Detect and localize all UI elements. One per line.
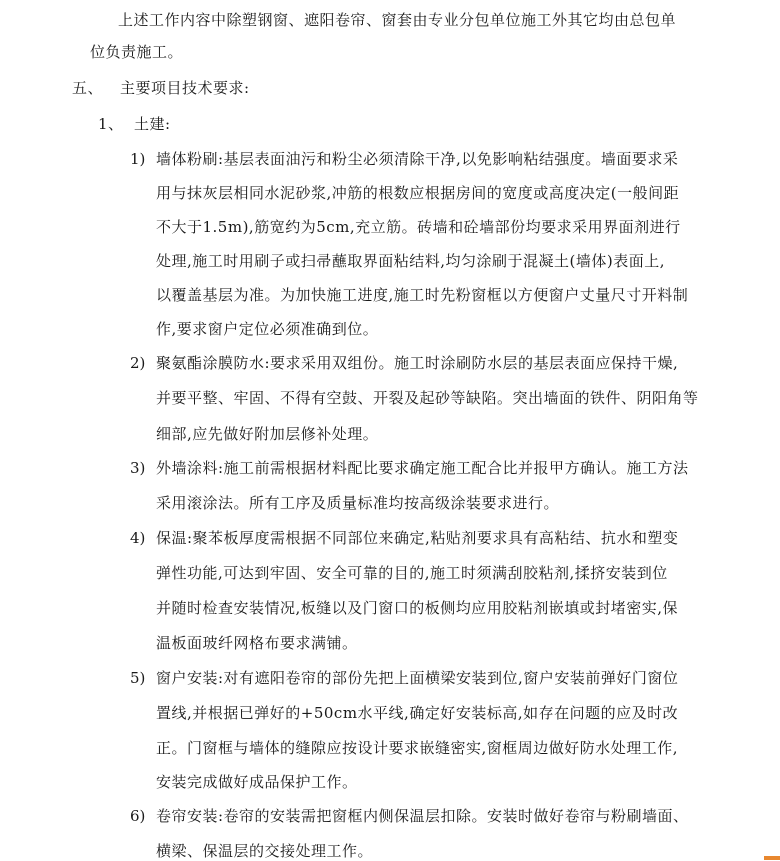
item-number: 1) bbox=[130, 150, 146, 168]
item-line: 横梁、保温层的交接处理工作。 bbox=[156, 842, 374, 860]
item-number: 5) bbox=[130, 669, 146, 687]
item-line: 外墙涂料:施工前需根据材料配比要求确定施工配合比并报甲方确认。施工方法 bbox=[156, 459, 689, 477]
subsection-number: 1、 bbox=[98, 115, 124, 133]
item-line: 处理,施工时用刷子或扫帚蘸取界面粘结料,均匀涂刷于混凝土(墙体)表面上, bbox=[156, 252, 666, 270]
item-line: 以覆盖基层为准。为加快施工进度,施工时先粉窗框以方便窗户丈量尺寸开料制 bbox=[156, 286, 689, 304]
item-line: 采用滚涂法。所有工序及质量标准均按高级涂装要求进行。 bbox=[156, 494, 560, 512]
item-line: 温板面玻纤网格布要求满铺。 bbox=[156, 634, 358, 652]
section-number: 五、 bbox=[72, 79, 104, 97]
item-line: 保温:聚苯板厚度需根据不同部位来确定,粘贴剂要求具有高粘结、抗水和塑变 bbox=[156, 529, 679, 547]
item-number: 2) bbox=[130, 354, 146, 372]
item-line: 聚氨酯涂膜防水:要求采用双组份。施工时涂刷防水层的基层表面应保持干燥, bbox=[156, 354, 679, 372]
subsection-title: 土建: bbox=[134, 115, 171, 133]
item-line: 用与抹灰层相同水泥砂浆,冲筋的根数应根据房间的宽度或高度决定(一般间距 bbox=[156, 184, 680, 202]
item-number: 4) bbox=[130, 529, 146, 547]
item-line: 墙体粉刷:基层表面油污和粉尘必须清除干净,以免影响粘结强度。墙面要求采 bbox=[156, 150, 679, 168]
item-line: 正。门窗框与墙体的缝隙应按设计要求嵌缝密实,窗框周边做好防水处理工作, bbox=[156, 739, 679, 757]
item-line: 细部,应先做好附加层修补处理。 bbox=[156, 425, 379, 443]
item-line: 并随时检查安装情况,板缝以及门窗口的板侧均应用胶粘剂嵌填或封堵密实,保 bbox=[156, 599, 679, 617]
intro-line-2: 位负责施工。 bbox=[90, 43, 184, 61]
page-corner-accent bbox=[764, 856, 780, 860]
item-number: 3) bbox=[130, 459, 146, 477]
item-line: 安装完成做好成品保护工作。 bbox=[156, 773, 358, 791]
item-line: 窗户安装:对有遮阳卷帘的部份先把上面横梁安装到位,窗户安装前弹好门窗位 bbox=[156, 669, 679, 687]
item-line: 弹性功能,可达到牢固、安全可靠的目的,施工时须满刮胶粘剂,揉挤安装到位 bbox=[156, 564, 668, 582]
item-line: 不大于1.5m),筋宽约为5cm,充立筋。砖墙和砼墙部份均要求采用界面剂进行 bbox=[156, 218, 681, 236]
section-title: 主要项目技术要求: bbox=[120, 79, 250, 97]
item-line: 卷帘安装:卷帘的安装需把窗框内侧保温层扣除。安装时做好卷帘与粉刷墙面、 bbox=[156, 807, 689, 825]
item-line: 作,要求窗户定位必须准确到位。 bbox=[156, 320, 379, 338]
intro-line-1: 上述工作内容中除塑钢窗、遮阳卷帘、窗套由专业分包单位施工外其它均由总包单 bbox=[118, 11, 677, 29]
item-line: 置线,并根据已弹好的+50cm水平线,确定好安装标高,如存在问题的应及时改 bbox=[156, 704, 679, 722]
item-number: 6) bbox=[130, 807, 146, 825]
item-line: 并要平整、牢固、不得有空鼓、开裂及起砂等缺陷。突出墙面的铁件、阴阳角等 bbox=[156, 389, 699, 407]
